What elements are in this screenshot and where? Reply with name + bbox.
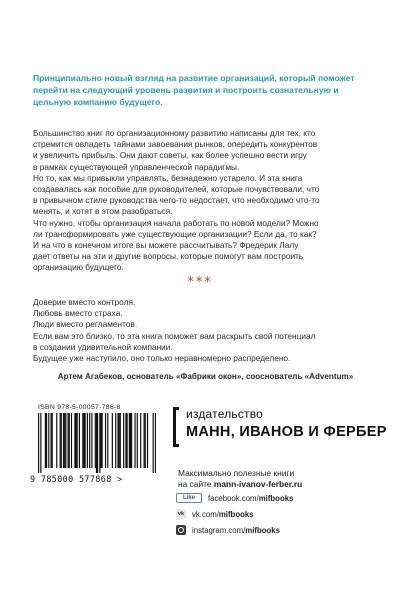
barcode-bar [65, 413, 66, 468]
barcode-bar [87, 413, 88, 468]
barcode-bar [46, 413, 47, 468]
barcode-digits: 9 785000 577868 > [30, 474, 123, 484]
section-separator: *** [187, 275, 213, 290]
barcode-bar [77, 413, 78, 468]
barcode-bar [145, 413, 146, 468]
barcode-bar [144, 413, 145, 468]
social-handle: mifbooks [245, 525, 280, 535]
body-line: в рамках существующей управленческой парадигмы. [33, 161, 240, 172]
barcode-bar [107, 413, 108, 468]
barcode-bar [56, 413, 57, 468]
body-line: ли трансформировать уже существующие организации? Если да, то как? [33, 228, 317, 239]
barcode-bar [50, 413, 51, 468]
barcode-bar [89, 413, 90, 468]
website-link[interactable]: mann-ivanov-ferber.ru [213, 478, 303, 489]
social-handle: mifbooks [258, 493, 294, 503]
social-prefix: vk.com/ [192, 509, 219, 519]
publisher-bracket-logo [173, 407, 179, 447]
barcode-bar [130, 413, 131, 468]
lead-paragraph: Принципиально новый взгляд на развитие организаций, который поможет перейти на следующий уровень развития и построить сознательную и цельную компанию будущего. [33, 73, 355, 108]
barcode-bar [153, 413, 154, 473]
body-paragraph [33, 128, 378, 274]
quote-line: Будущее уже наступило, оно только неравномерно распределено. [33, 353, 291, 364]
barcode-bar [82, 413, 83, 468]
social-prefix: facebook.com/ [208, 493, 259, 503]
barcode-bar [120, 413, 121, 468]
quote-line: в создании удивительной компании. [33, 341, 173, 352]
tagline-prefix: на сайте [178, 478, 214, 489]
social-handle: mifbooks [218, 509, 254, 519]
facebook-like-icon: Like [176, 493, 202, 503]
barcode-bar [112, 413, 113, 468]
barcode-bar [117, 413, 118, 468]
barcode-bar [74, 413, 75, 468]
instagram-icon [176, 525, 186, 535]
barcode-bar [71, 413, 72, 468]
social-facebook[interactable] [176, 493, 376, 503]
barcode-bar [45, 413, 46, 468]
body-line: Что нужно, чтобы организация начала работать по новой модели? Можно [33, 217, 319, 228]
barcode-bar [131, 413, 132, 468]
barcode-bar [119, 413, 120, 468]
barcode-bar [134, 413, 135, 468]
barcode-bar [99, 413, 100, 473]
barcode-bar [85, 413, 86, 468]
barcode-bar [48, 413, 49, 468]
barcode-bar [147, 413, 148, 468]
barcode-bar [140, 413, 141, 468]
vk-icon: vk [177, 511, 185, 517]
body-line: Но то, как мы привыкли управлять, безнадежно устарело. И эта книга [33, 172, 303, 183]
social-prefix: instagram.com/ [192, 525, 246, 535]
social-instagram[interactable] [176, 525, 376, 535]
barcode-bar [155, 413, 156, 473]
barcode-bar [69, 413, 70, 468]
barcode-bar [91, 413, 92, 468]
barcode-bar [83, 413, 84, 468]
quote-block [33, 297, 378, 364]
social-vk[interactable] [176, 509, 376, 519]
barcode-bar [125, 413, 126, 468]
barcode-bar [61, 413, 62, 468]
barcode-bar [60, 413, 61, 468]
quote-signature: Артем Агабеков, основатель «Фабрики окон», сооснователь «Adventum» [57, 372, 354, 381]
barcode-bar [63, 413, 64, 468]
isbn-label: ISBN 978-5-00057-786-8 [38, 404, 121, 411]
barcode-bar [100, 413, 101, 468]
body-line: создавалась как пособие для руководителей, которые почувствовали, что [33, 184, 320, 195]
barcode-bar [38, 413, 39, 473]
body-line: организацию будущего. [33, 262, 124, 273]
barcode-bar [40, 413, 41, 473]
quote-line: Доверие вместо контроля. [33, 297, 136, 307]
barcode-bar [102, 413, 103, 468]
body-line: И на что в конечном итоге вы можете рассчитывать? Фредерик Лалу [33, 240, 299, 251]
barcode-bar [96, 413, 97, 473]
barcode-bar [95, 413, 96, 468]
barcode [38, 413, 156, 473]
body-line: и увеличить прибыль. Они дают советы, как более успешно вести игру [33, 150, 307, 161]
barcode-bar [52, 413, 53, 468]
barcode-bar [129, 413, 130, 468]
body-line: дает ответы на эти и другие вопросы, которые помогут вам построить [33, 251, 304, 262]
barcode-bar [115, 413, 116, 468]
publisher-tagline [178, 468, 378, 489]
barcode-bar [75, 413, 76, 468]
publisher-name: МАНН, ИВАНОВ И ФЕРБЕР [186, 424, 387, 440]
barcode-bar [64, 413, 65, 468]
publisher-label: издательство [186, 407, 264, 421]
barcode-bar [97, 413, 98, 473]
quote-line: Любовь вместо страха. [33, 308, 123, 319]
barcode-bar [105, 413, 106, 468]
barcode-bar [137, 413, 138, 468]
body-line: в привычном стиле руководства чего-то недостает, что необходимо что-то [33, 195, 320, 206]
barcode-bar [79, 413, 80, 468]
body-line: менять, и хотят в этом разобраться. [33, 206, 173, 217]
quote-line: Люди вместо регламентов. [33, 319, 138, 330]
quote-line: Если вам это близко, то эта книга поможет вам раскрыть свой потенциал [33, 330, 316, 341]
barcode-bar [127, 413, 128, 468]
barcode-bar [68, 413, 69, 468]
tagline-line: Максимально полезные книги [178, 468, 295, 478]
body-line: Большинство книг по организационному развитию написаны для тех, кто [33, 128, 316, 138]
barcode-bar [123, 413, 124, 468]
body-line: стремится овладеть тайнами завоевания рынков, опередить конкурентов [33, 139, 318, 150]
